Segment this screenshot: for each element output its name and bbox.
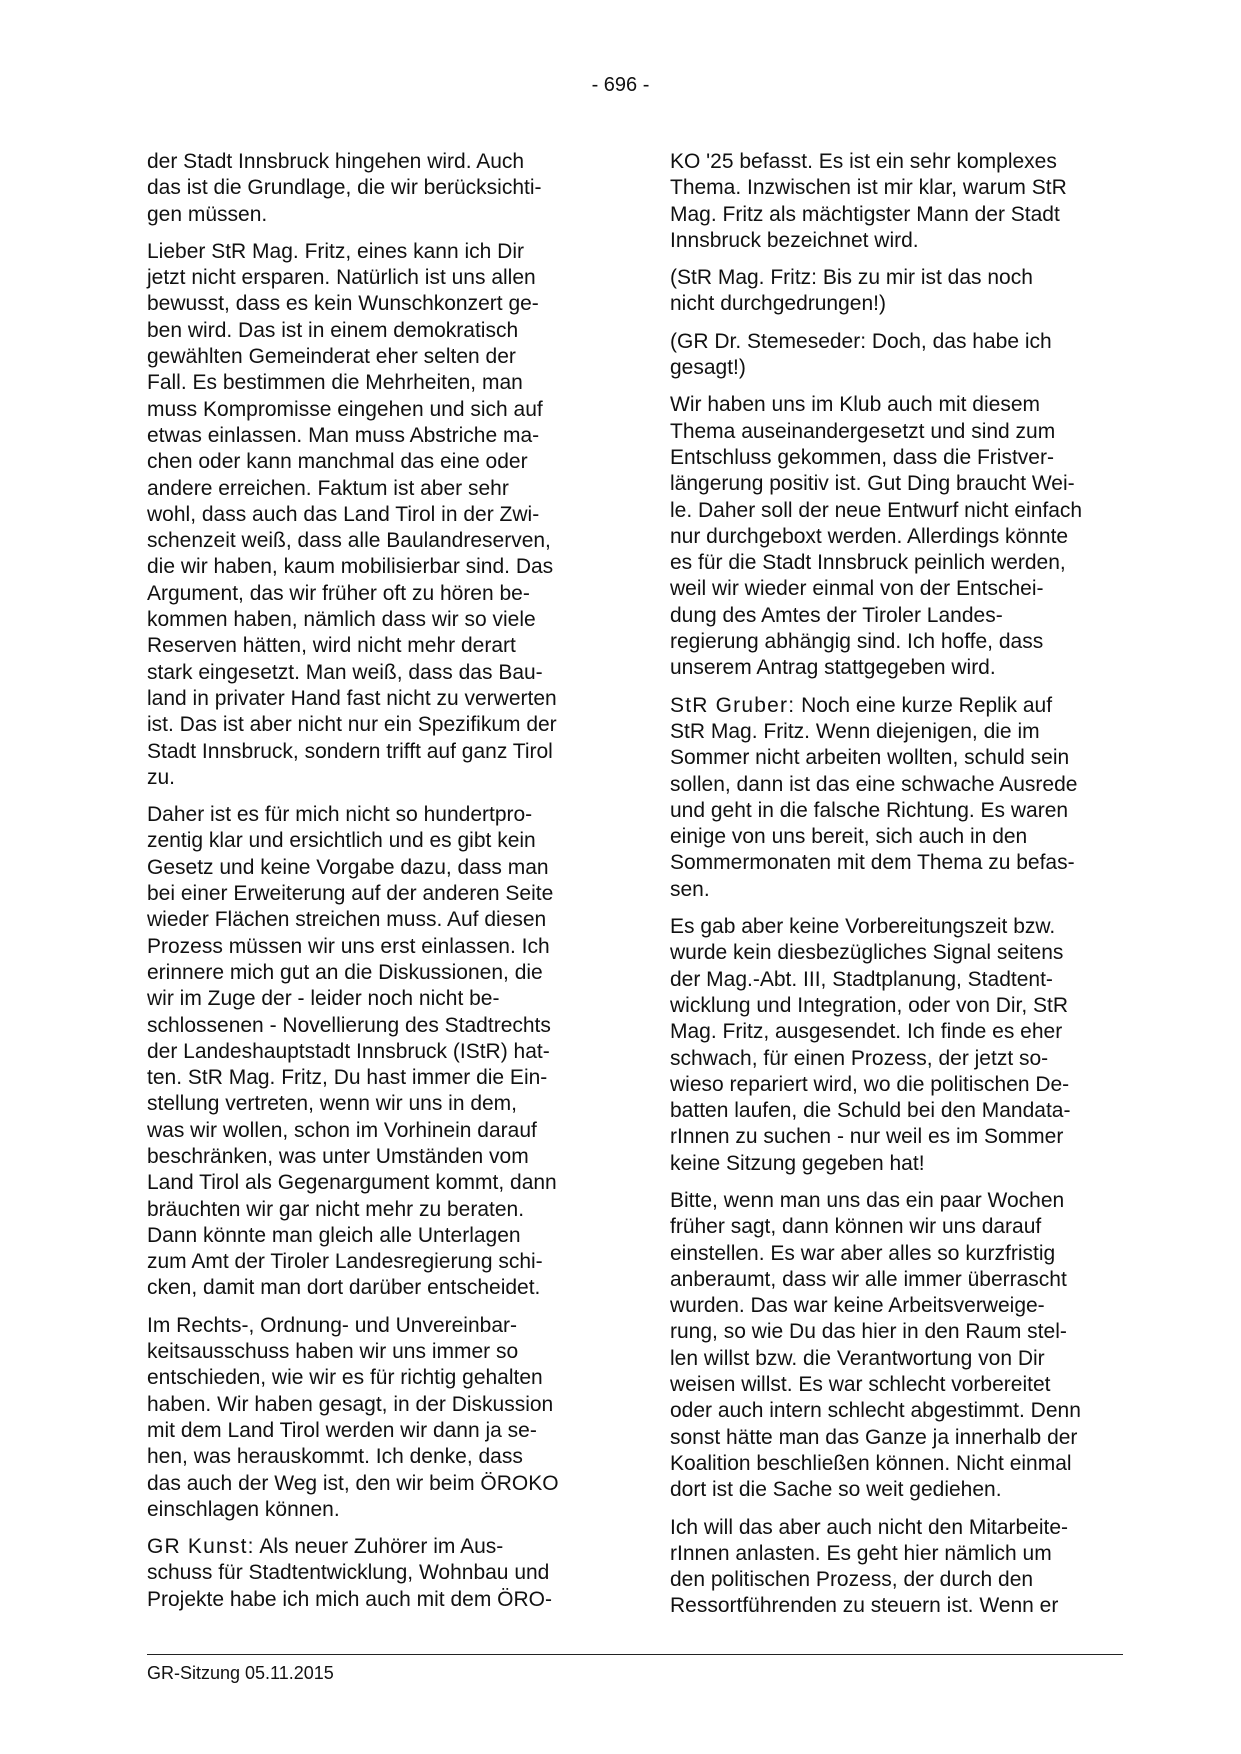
page-number: - 696 - — [591, 74, 650, 96]
right-column — [670, 149, 1125, 1631]
paragraph: KO '25 befasst. Es ist ein sehr komplexes Thema. Inzwischen ist mir klar, warum StR Mag. Fritz als mächtigster Mann der Stadt Innsbruck bezeichnet wird. — [670, 150, 1067, 252]
speaker-name: StR Gruber: — [670, 693, 796, 717]
speech-text: Noch eine kurze Replik auf StR Mag. Fritz. Wenn diejenigen, die im Sommer nicht arbeiten wollten, schuld sein sollen, dann ist das eine schwache Ausrede und geht in die falsche Richtung. Es waren einige von uns bereit, sich auch in den Sommermonaten mit dem Thema zu befas- sen. — [670, 693, 1078, 901]
paragraph: Daher ist es für mich nicht so hundertpro- zentig klar und ersichtlich und es gibt kein Gesetz und keine Vorgabe dazu, dass man bei einer Erweiterung auf der anderen Seite wieder Flächen streichen muss. Auf diesen Prozess müssen wir uns erst einlassen. Ich erinnere mich gut an die Diskussionen, die wir im Zuge der - leider noch nicht be- schlossenen - Novellierung des Stadtrechts der Landeshauptstadt Innsbruck (IStR) hat- ten. StR Mag. Fritz, Du hast immer die Ein- stellung vertreten, wenn wir uns in dem, was wir wollen, schon im Vorhinein darauf beschränken, was unter Umständen vom Land Tirol als Gegenargument kommt, dann bräuchten wir gar nicht mehr zu beraten. Dann könnte man gleich alle Unterlagen zum Amt der Tiroler Landesregierung schi- cken, damit man dort darüber entscheidet. — [147, 803, 557, 1300]
paragraph: Es gab aber keine Vorbereitungszeit bzw. wurde kein diesbezügliches Signal seitens der Mag.-Abt. III, Stadtplanung, Stadtent- wicklung und Integration, oder von Dir, StR Mag. Fritz, ausgesendet. Ich finde es eher schwach, für einen Prozess, der jetzt so- wieso repariert wird, wo die politischen De- batten laufen, die Schuld bei den Mandata- rInnen zu suchen - nur weil es im Sommer keine Sitzung gegeben hat! — [670, 915, 1071, 1175]
footer-divider — [147, 1654, 1123, 1655]
paragraph: Lieber StR Mag. Fritz, eines kann ich Dir jetzt nicht ersparen. Natürlich ist uns allen bewusst, dass es kein Wunschkonzert ge- ben wird. Das ist in einem demokratisch gewählten Gemeinderat eher selten der Fall. Es bestimmen die Mehrheiten, man muss Kompromisse eingehen und sich auf etwas einlassen. Man muss Abstriche ma- chen oder kann manchmal das eine oder andere erreichen. Faktum ist aber sehr wohl, dass auch das Land Tirol in der Zwi- schenzeit weiß, dass alle Baulandreserven, die wir haben, kaum mobilisierbar sind. Das Argument, das wir früher oft zu hören be- kommen haben, nämlich dass wir so viele Reserven hätten, wird nicht mehr derart stark eingesetzt. Man weiß, dass das Bau- land in privater Hand fast nicht zu verwerten ist. Das ist aber nicht nur ein Spezifikum der Stadt Innsbruck, sondern trifft auf ganz Tirol zu. — [147, 239, 557, 789]
paragraph — [147, 1534, 602, 1613]
paragraph: Ich will das aber auch nicht den Mitarbeite- rInnen anlasten. Es geht hier nämlich um den politischen Prozess, der durch den Ressortführenden zu steuern ist. Wenn er — [670, 1515, 1069, 1618]
speech-text: Als neuer Zuhörer im Aus- schuss für Stadtentwicklung, Wohnbau und Projekte habe ich mich auch mit dem ÖRO- — [147, 1535, 552, 1611]
paragraph — [670, 693, 1125, 903]
interjection: (GR Dr. Stemeseder: Doch, das habe ich gesagt!) — [670, 329, 1052, 380]
footer-session-label: GR-Sitzung 05.11.2015 — [147, 1663, 334, 1683]
paragraph: der Stadt Innsbruck hingehen wird. Auch das ist die Grundlage, die wir berücksichti- gen müssen. — [147, 150, 542, 226]
speaker-name: GR Kunst: — [147, 1535, 255, 1559]
paragraph: Bitte, wenn man uns das ein paar Wochen früher sagt, dann können wir uns darauf einstellen. Es war aber alles so kurzfristig anberaumt, dass wir alle immer überrascht wurden. Das war keine Arbeitsverweige- rung, so wie Du das hier in den Raum stel- len willst bzw. die Verantwortung von Dir weisen willst. Es war schlecht vorbereitet oder auch intern schlecht abgestimmt. Denn sonst hätte man das Ganze ja innerhalb der Koalition beschließen können. Nicht einmal dort ist die Sache so weit gediehen. — [670, 1188, 1081, 1502]
left-column — [147, 149, 602, 1624]
paragraph: Wir haben uns im Klub auch mit diesem Thema auseinandergesetzt und sind zum Entschluss gekommen, dass die Fristver- längerung positiv ist. Gut Ding braucht Wei- le. Daher soll der neue Entwurf nicht einfach nur durchgeboxt werden. Allerdings könnte es für die Stadt Innsbruck peinlich werden, weil wir wieder einmal von der Entschei- dung des Amtes der Tiroler Landes- regierung abhängig sind. Ich hoffe, dass unserem Antrag stattgegeben wird. — [670, 393, 1083, 680]
interjection: (StR Mag. Fritz: Bis zu mir ist das noch nicht durchgedrungen!) — [670, 266, 1033, 316]
paragraph: Im Rechts-, Ordnung- und Unvereinbar- keitsausschuss haben wir uns immer so entschieden, wie wir es für richtig gehalten haben. Wir haben gesagt, in der Diskussion mit dem Land Tirol werden wir dann ja se- hen, was herauskommt. Ich denke, dass das auch der Weg ist, den wir beim ÖROKO einschlagen können. — [147, 1313, 559, 1521]
